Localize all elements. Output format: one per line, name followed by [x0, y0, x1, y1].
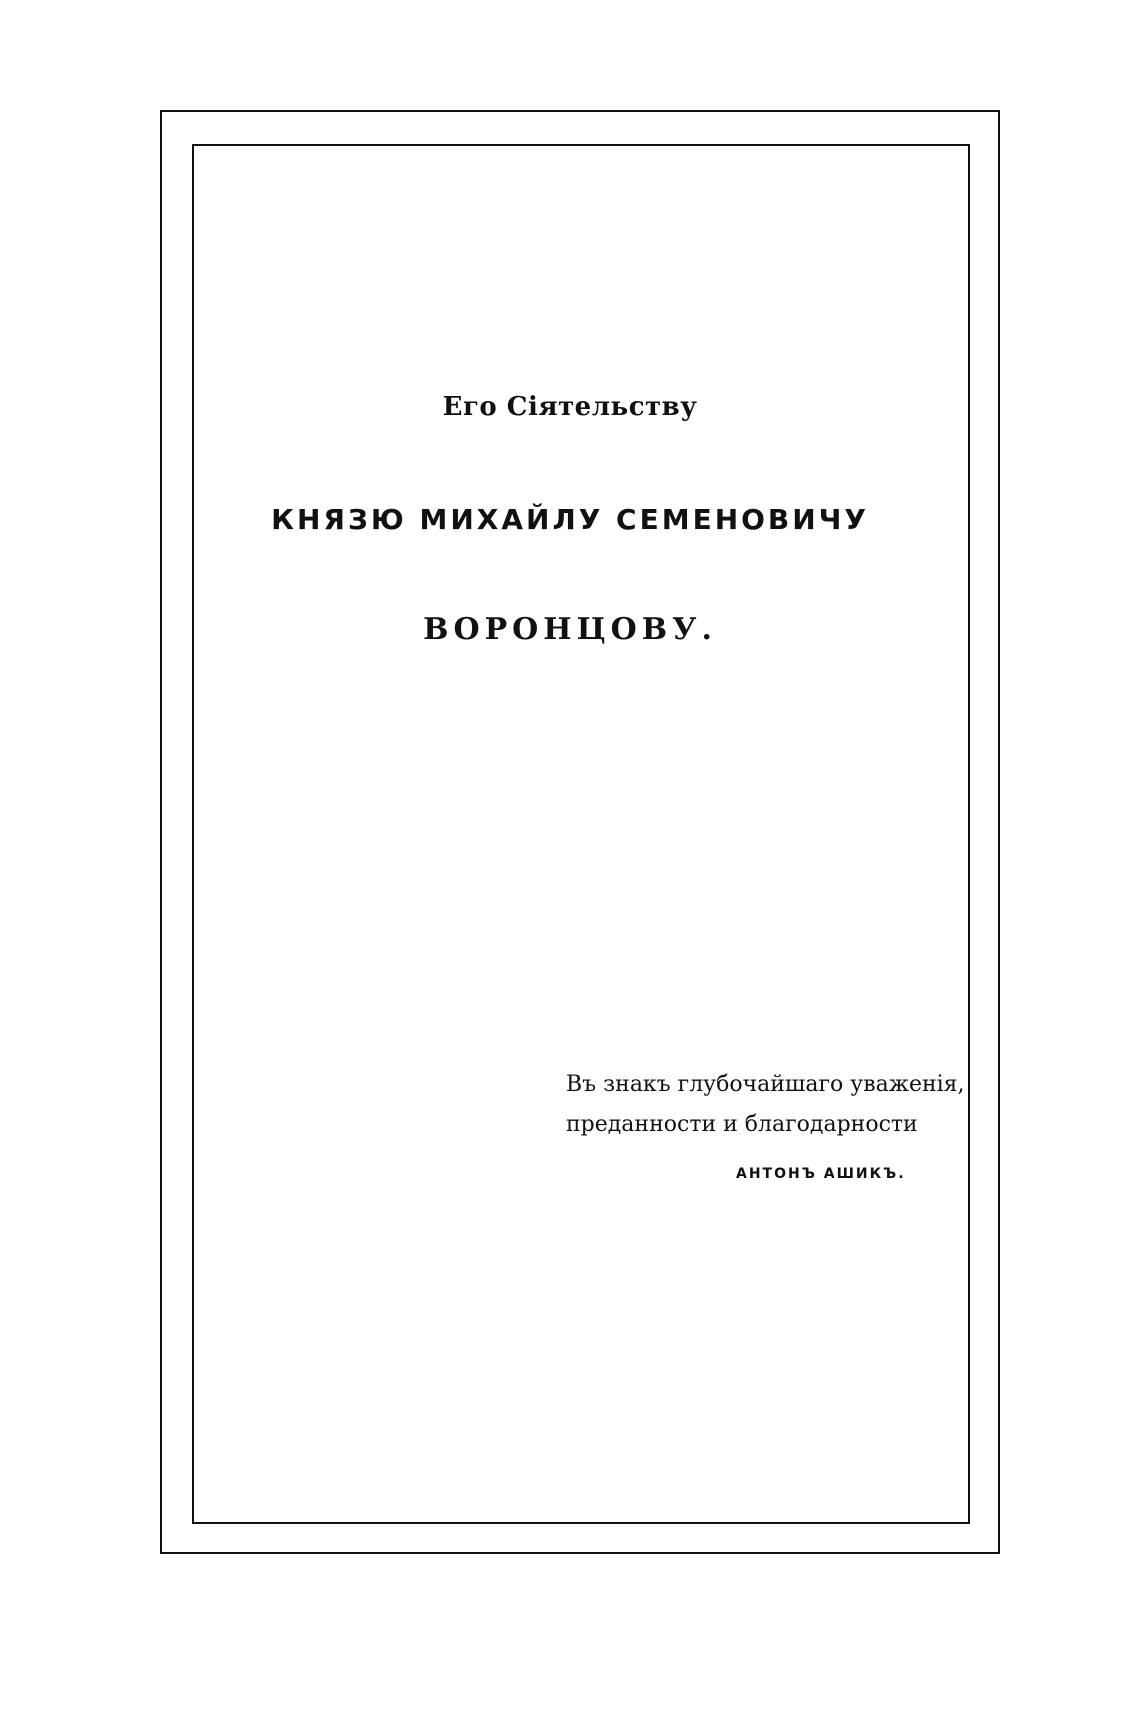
author-signature: АНТОНЪ АШИКЪ.: [736, 1166, 906, 1182]
dedication-text-line-1: Въ знакъ глубочайшаго уваженія,: [566, 1072, 965, 1097]
dedication-title: Его Сіятельству: [442, 392, 698, 422]
page-border-inner: [192, 144, 970, 1524]
dedication-text-line-2: преданности и благодарности: [566, 1112, 918, 1137]
dedicatee-name: КНЯЗЮ МИХАЙЛУ СЕМЕНОВИЧУ: [271, 503, 869, 536]
dedicatee-surname: ВОРОНЦОВУ.: [423, 612, 717, 647]
